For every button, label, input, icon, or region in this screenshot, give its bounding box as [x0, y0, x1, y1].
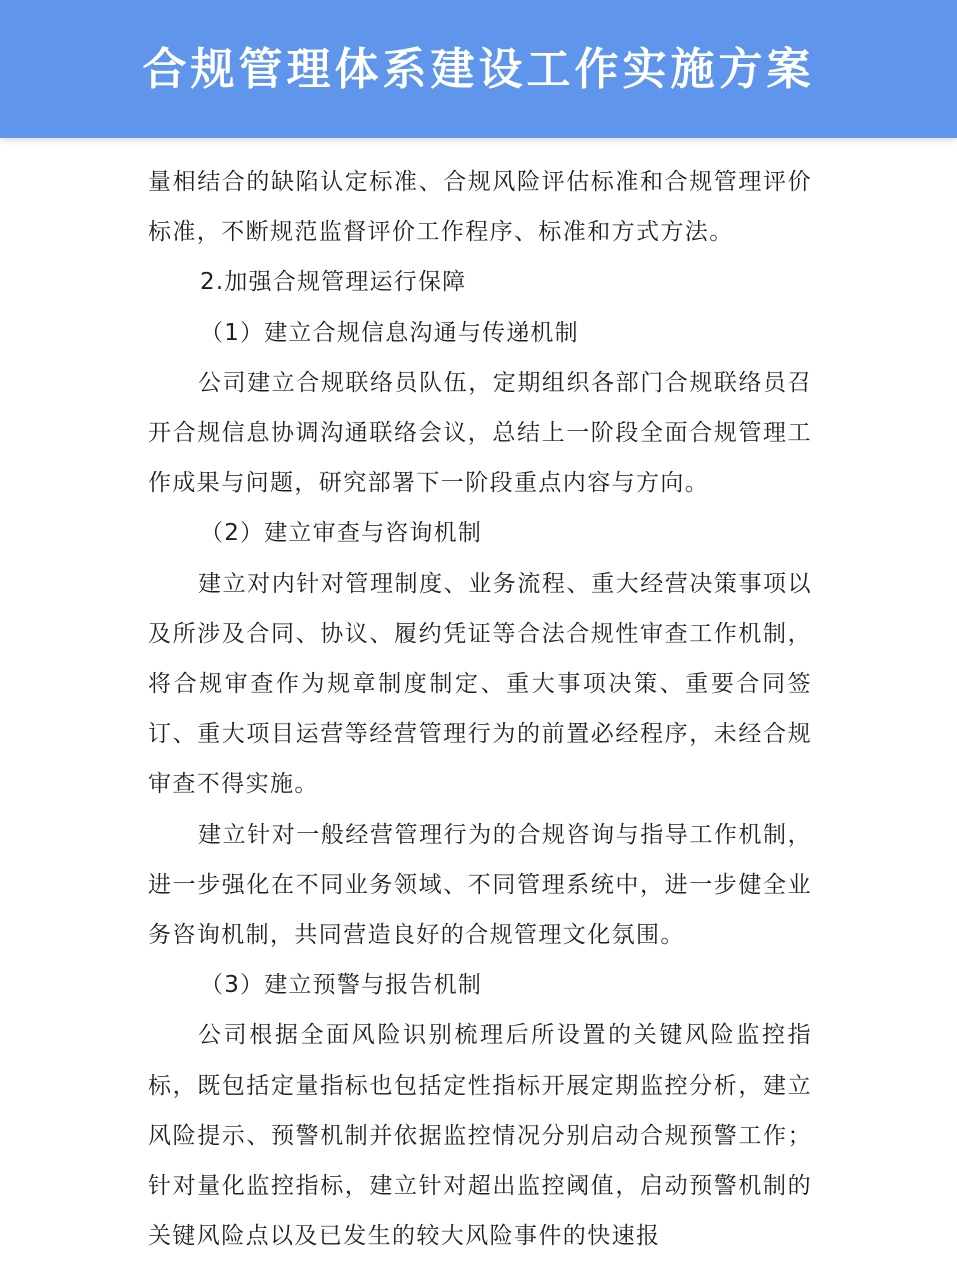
document-body — [148, 157, 812, 1261]
subsection-heading-communication: （1）建立合规信息沟通与传递机制 — [200, 319, 579, 346]
subsection-heading-review-consulting: （2）建立审查与咨询机制 — [200, 520, 483, 547]
title-banner — [0, 0, 957, 138]
paragraph-risk-warning: 公司根据全面风险识别梳理后所设置的关键风险监控指标，既包括定量指标也包括定性指标开展定期监控分析，建立风险提示、预警机制并依据监控情况分别启动合规预警工作；针对量化监控指标，建立针对超出监控阈值，启动预警机制的关键风险点以及已发生的较大风险事件的快速报 — [148, 1022, 812, 1250]
subsection-heading-warning-reporting: （3）建立预警与报告机制 — [200, 972, 483, 999]
paragraph-liaison-team: 公司建立合规联络员队伍，定期组织各部门合规联络员召开合规信息协调沟通联络会议，总结上一阶段全面合规管理工作成果与问题，研究部署下一阶段重点内容与方向。 — [148, 369, 812, 497]
section-heading-operation-guarantee: 2.加强合规管理运行保障 — [200, 269, 467, 296]
paragraph-compliance-review: 建立对内针对管理制度、业务流程、重大经营决策事项以及所涉及合同、协议、履约凭证等合法合规性审查工作机制，将合规审查作为规章制度制定、重大事项决策、重要合同签订、重大项目运营等经营管理行为的前置必经程序，未经合规审查不得实施。 — [148, 570, 812, 798]
paragraph-compliance-consulting: 建立针对一般经营管理行为的合规咨询与指导工作机制，进一步强化在不同业务领域、不同管理系统中，进一步健全业务咨询机制，共同营造良好的合规管理文化氛围。 — [148, 821, 812, 949]
page-title: 合规管理体系建设工作实施方案 — [142, 44, 815, 95]
paragraph-evaluation-standards: 量相结合的缺陷认定标准、合规风险评估标准和合规管理评价标准，不断规范监督评价工作程序、标准和方式方法。 — [148, 169, 812, 246]
